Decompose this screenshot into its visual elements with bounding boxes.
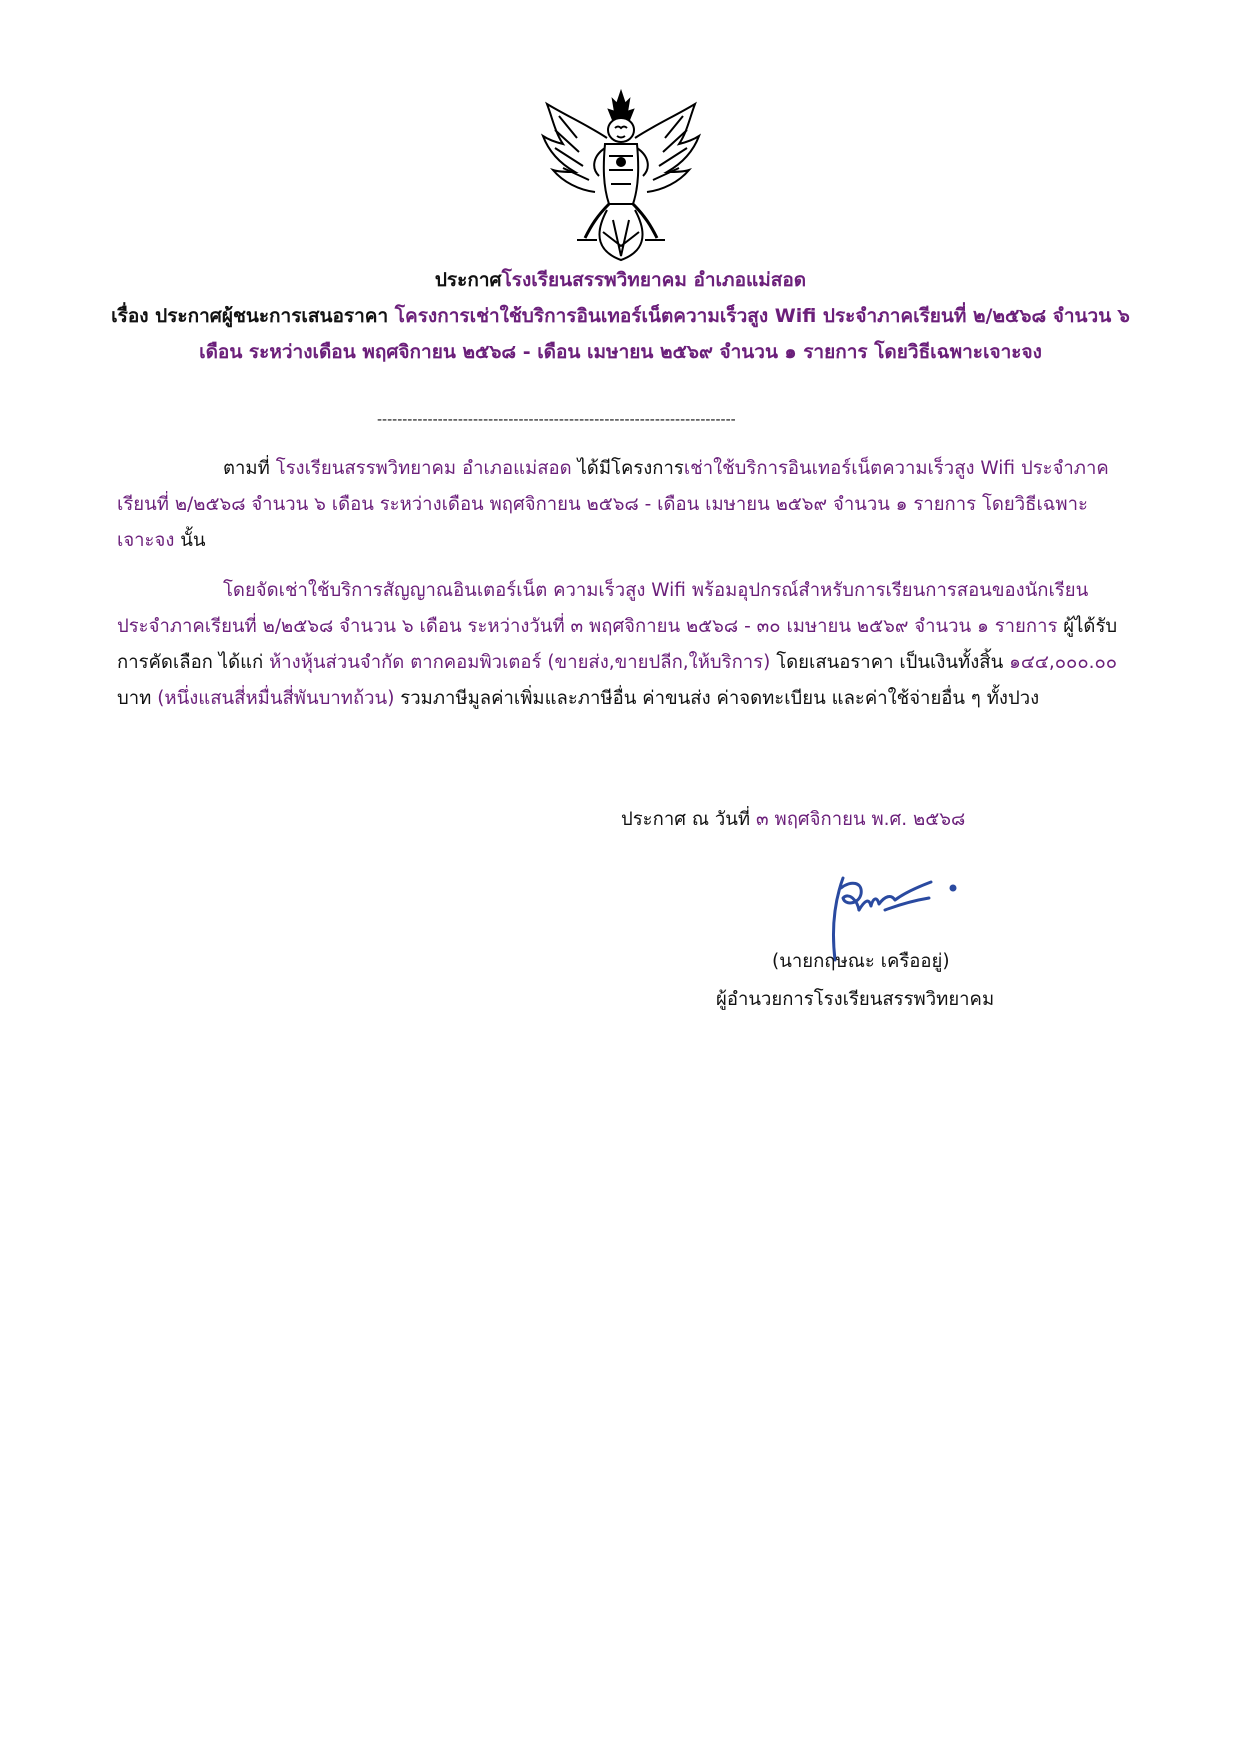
paragraph-award: [117, 573, 1122, 717]
heading-subject: [110, 298, 1131, 370]
award-amount: ๑๔๔,๐๐๐.๐๐: [1009, 652, 1118, 673]
heading-prefix: ประกาศ: [434, 269, 502, 291]
intro-method: โดยวิธีเฉพาะเจาะจง: [117, 494, 1088, 551]
award-tail: รวมภาษีมูลค่าเพิ่มและภาษีอื่น ค่าขนส่ง ค่าจดทะเบียน และค่าใช้จ่ายอื่น ๆ ทั้งปวง: [394, 688, 1040, 709]
subject-method: โดยวิธีเฉพาะเจาะจง: [867, 341, 1042, 363]
subject-prefix: เรื่อง ประกาศผู้ชนะการเสนอราคา: [111, 305, 395, 327]
award-amount-words: (หนึ่งแสนสี่หมื่นสี่พันบาทถ้วน): [157, 688, 395, 709]
intro-lead: ตามที่: [223, 458, 276, 479]
separator-line: -----------------------------------------------------------------------: [377, 412, 736, 428]
garuda-emblem-icon: [533, 86, 709, 264]
intro-organization: โรงเรียนสรรพวิทยาคม อำเภอแม่สอด: [275, 458, 572, 479]
paragraph-intro: [117, 451, 1122, 559]
award-currency: บาท: [117, 688, 158, 709]
announcement-date-line: [621, 802, 965, 838]
award-detail: โดยจัดเช่าใช้บริการสัญญาณอินเตอร์เน็ต ความเร็วสูง Wifi พร้อมอุปกรณ์สำหรับการเรียนการสอนของนักเรียน ประจำภาคเรียนที่ ๒/๒๕๖๘ จำนวน ๖ เดือน ระหว่างวันที่ ๓ พฤศจิกายน ๒๕๖๘ - ๓๐ เมษายน ๒๕๖๙ จำนวน ๑ รายการ: [117, 580, 1089, 637]
signatory-name: (นายกฤษณะ เครืออยู่): [772, 951, 950, 972]
award-selected-label: ผู้ได้รับการคัดเลือก ได้แก่: [117, 616, 1118, 673]
intro-tail: นั้น: [174, 530, 206, 551]
award-winner: ห้างหุ้นส่วนจำกัด ตากคอมพิวเตอร์ (ขายส่ง,ขายปลีก,ให้บริการ): [269, 652, 771, 673]
announcement-date: ๓ พฤศจิกายน พ.ศ. ๒๕๖๘: [755, 809, 966, 830]
award-price-label: โดยเสนอราคา เป็นเงินทั้งสิ้น: [770, 652, 1010, 673]
heading-title: [110, 262, 1131, 298]
announcement-label: ประกาศ ณ วันที่: [621, 809, 756, 830]
intro-mid: ได้มีโครงการ: [571, 458, 684, 479]
signatory-position: ผู้อำนวยการโรงเรียนสรรพวิทยาคม: [716, 989, 995, 1010]
subject-project: โครงการเช่าใช้บริการอินเทอร์เน็ตความเร็วสูง Wifi ประจำภาคเรียนที่ ๒/๒๕๖๘ จำนวน ๖ เดือน ระหว่างเดือน พฤศจิกายน ๒๕๖๘ - เดือน เมษายน ๒๕๖๙ จำนวน ๑ รายการ: [199, 305, 1130, 363]
intro-project: เช่าใช้บริการอินเทอร์เน็ตความเร็วสูง Wifi ประจำภาคเรียนที่ ๒/๒๕๖๘ จำนวน ๖ เดือน ระหว่างเดือน พฤศจิกายน ๒๕๖๘ - เดือน เมษายน ๒๕๖๙ จำนวน ๑ รายการ: [117, 458, 1109, 515]
heading-organization: โรงเรียนสรรพวิทยาคม อำเภอแม่สอด: [501, 269, 807, 291]
